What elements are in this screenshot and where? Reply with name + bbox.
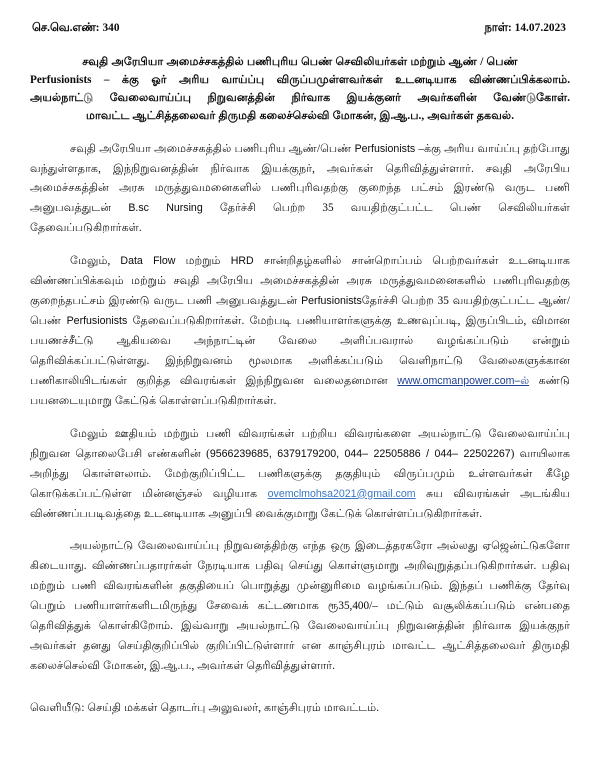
phone-number-1: 9566239685 <box>209 447 269 460</box>
email-link[interactable]: ovemclmohsa2021@gmail.com <box>267 487 416 500</box>
reference-number: செ.வெ.எண்: 340 <box>32 22 120 34</box>
phone-number-3: 044– 22505886 <box>344 447 421 460</box>
p2-term-data-flow: Data Flow <box>120 255 176 268</box>
p2-text-e: தேவைப்படுகிறார்கள். மேற்படி பணியாளர்களுக்கு உணவுப்படி, இருப்பிடம், விமான பயணச்சீட்டு ஆகியவை அந்நாட்டின் வேலை அளிப்பவரால் வழங்கப்படும் என்றும் தெரிவிக்கப்பட்டுள்ளது. இந்நிறுவனம் மூலமாக அளிக்கப்படும் வெளிநாட்டு வேலைகளுக்கான பணிகாலியிடங்கள் குறித்த விவரங்கள் இந்நிறுவன வலைதனமான <box>30 315 571 387</box>
p2-text-f: கண்டு பயனடையுமாறு கேட்டுக் கொள்ளப்படுகிறார்கள். <box>30 374 570 407</box>
paragraph-contact-details <box>30 425 570 525</box>
p2-text-c: சான்றிதழ்களில் சான்றொப்பம் பெற்றவர்கள் உடனடியாக விண்ணப்பிக்கவும் மற்றும் சவுதி அரேபிய அமைச்சகத்தின் அரசு மருத்துவமனைகளில் பணிபுரிவதற்கு குறைந்தபட்சம் இரண்டு வருட பணி அனுபவத்துடன் <box>30 255 570 308</box>
p2-term-hrd: HRD <box>230 255 254 268</box>
website-link[interactable]: www.omcmanpower.com–ல் <box>397 374 530 387</box>
lead-line-4: மாவட்ட ஆட்சித்தலைவர் திருமதி கலைச்செல்வி மோகன், இ.ஆ.ப., அவர்கள் தகவல். <box>85 110 514 123</box>
service-fee-amount: ரூ35,400/– <box>327 600 378 613</box>
p1-term-bsc-nursing: B.sc Nursing <box>128 202 203 215</box>
p4-text-b: மட்டும் வசூலிக்கப்படும் என்பதை தெரிவித்துக் கொள்கிறோம். இவ்வாறு அயல்நாட்டு வேலைவாய்ப்பு நிறுவனத்தின் நிர்வாக இயக்குநர் அவர்கள் தனது செய்திகுறிப்பில் குறிப்பிட்டுள்ளார் என காஞ்சிபுரம் மாவட்ட ஆட்சித்தலைவர் திருமதி கலைச்செல்வி மோகன், இ.ஆ.ப., அவர்கள் தெரிவித்துள்ளார். <box>30 600 570 673</box>
p2-text-d: தேர்ச்சி பெற்ற 35 வயதிற்குட்பட்ட ஆண்/பெண் <box>30 295 570 328</box>
release-date: நாள்: 14.07.2023 <box>484 22 566 34</box>
p1-text-a: சவுதி அரேபியா அமைச்சகத்தில் பணிபுரிய ஆண்/பெண் <box>70 142 355 155</box>
issuing-authority-line <box>30 699 570 718</box>
p1-text-b: –க்கு அரிய வாய்ப்பு தற்போது வந்துள்ளதாக, இந்நிறுவனத்தின் நிர்வாக இயக்குநர், அவர்கள் தெரிவித்துள்ளார். சவுதி அரேபிய அமைச்சகத்தின் அரசு மருத்துவமனைகளில் பணிபுரிவதற்கு குறைந்த பட்சம் இரண்டு வருட பணி அனுபவத்துடன் <box>30 142 570 215</box>
p1-text-c: தேர்ச்சி பெற்ற 35 வயதிற்குட்பட்ட பெண் செவிலியர்கள் தேவைப்படுகிறார்கள். <box>30 202 570 235</box>
p3-separator-1: , <box>268 447 278 460</box>
p2-term-perfusionists-1: Perfusionists <box>301 295 362 308</box>
p3-separator-2: , <box>336 447 345 460</box>
p3-text-b: ) வாயிலாக அறிந்து கொள்ளலாம். மேற்குறிப்பிட்ட பணிகளுக்கு தகுதியும் விருப்பமும் உள்ளவர்கள் கீழே கொடுக்கப்பட்டுள்ள மின்னஞ்சல் வழியாக <box>30 447 571 500</box>
issuing-authority-text: வெளியீடு: செய்தி மக்கள் தொடர்பு அலுவலர், காஞ்சிபுரம் மாவட்டம். <box>30 702 380 714</box>
p3-text-a: மேலும் ஊதியம் மற்றும் பணி விவரங்கள் பற்றிய விவரங்களை அயல்நாட்டு வேலைவாய்ப்பு நிறுவன தொலைபேசி எண்களின் ( <box>30 427 570 460</box>
p2-text-a: மேலும், <box>70 255 121 268</box>
paragraph-certificates-and-website <box>30 252 570 412</box>
p2-term-perfusionists-2: Perfusionists <box>66 315 128 328</box>
lead-line-3: அயல்நாட்டு வேலைவாய்ப்பு நிறுவனத்தின் நிர்வாக இயக்குனர் அவர்களின் வேண்டுகோள். <box>30 92 570 105</box>
p4-text-a: அயல்நாட்டு வேலைவாய்ப்பு நிறுவனத்திற்கு எந்த ஒரு இடைத்தரகரோ அல்லது ஏஜென்ட்டுகளோ கிடையாது. விண்ணப்பதாரர்கள் நேரடியாக பதிவு செய்து கொள்ளுமாறு அறிவுறுத்தப்படுகிறார்கள். பதிவு மற்றும் பணி விவரங்களின் தகுதியைப் பொறுத்து முன்னுரிமை வழங்கப்படும். இந்தப் பணிக்கு தேர்வு பெறும் பணியாளர்களிடமிருந்து சேவைக் கட்டணமாக <box>30 540 570 613</box>
document-header <box>30 22 570 36</box>
lead-line-1: சவுதி அரேபியா அமைச்சகத்தில் பணிபுரிய பெண் செவிலியர்கள் மற்றும் ஆண் / பெண் <box>82 56 518 68</box>
lead-line-2: Perfusionists – க்கு ஓர் அரிய வாய்ப்பு விருப்பமுள்ளவர்கள் உடனடியாக விண்ணப்பிக்கலாம். <box>30 74 570 87</box>
phone-number-2: 6379179200 <box>277 447 337 460</box>
paragraph-nursing-vacancy <box>30 140 570 240</box>
paragraph-no-agents-and-fee <box>30 537 570 677</box>
p2-text-b: மற்றும் <box>175 255 231 268</box>
p3-text-c: சுய விவரங்கள் அடங்கிய விண்ணப்பபடிவத்தை உடனடியாக அனுப்பி வைக்குமாறு கேட்டுக் கொள்ளப்படுகிறார்கள். <box>30 487 570 520</box>
phone-number-4: 044– 22502267 <box>434 447 511 460</box>
lead-headline-block <box>30 53 570 126</box>
p3-separator-3: / <box>420 447 435 460</box>
p1-term-perfusionists: Perfusionists <box>354 142 416 155</box>
